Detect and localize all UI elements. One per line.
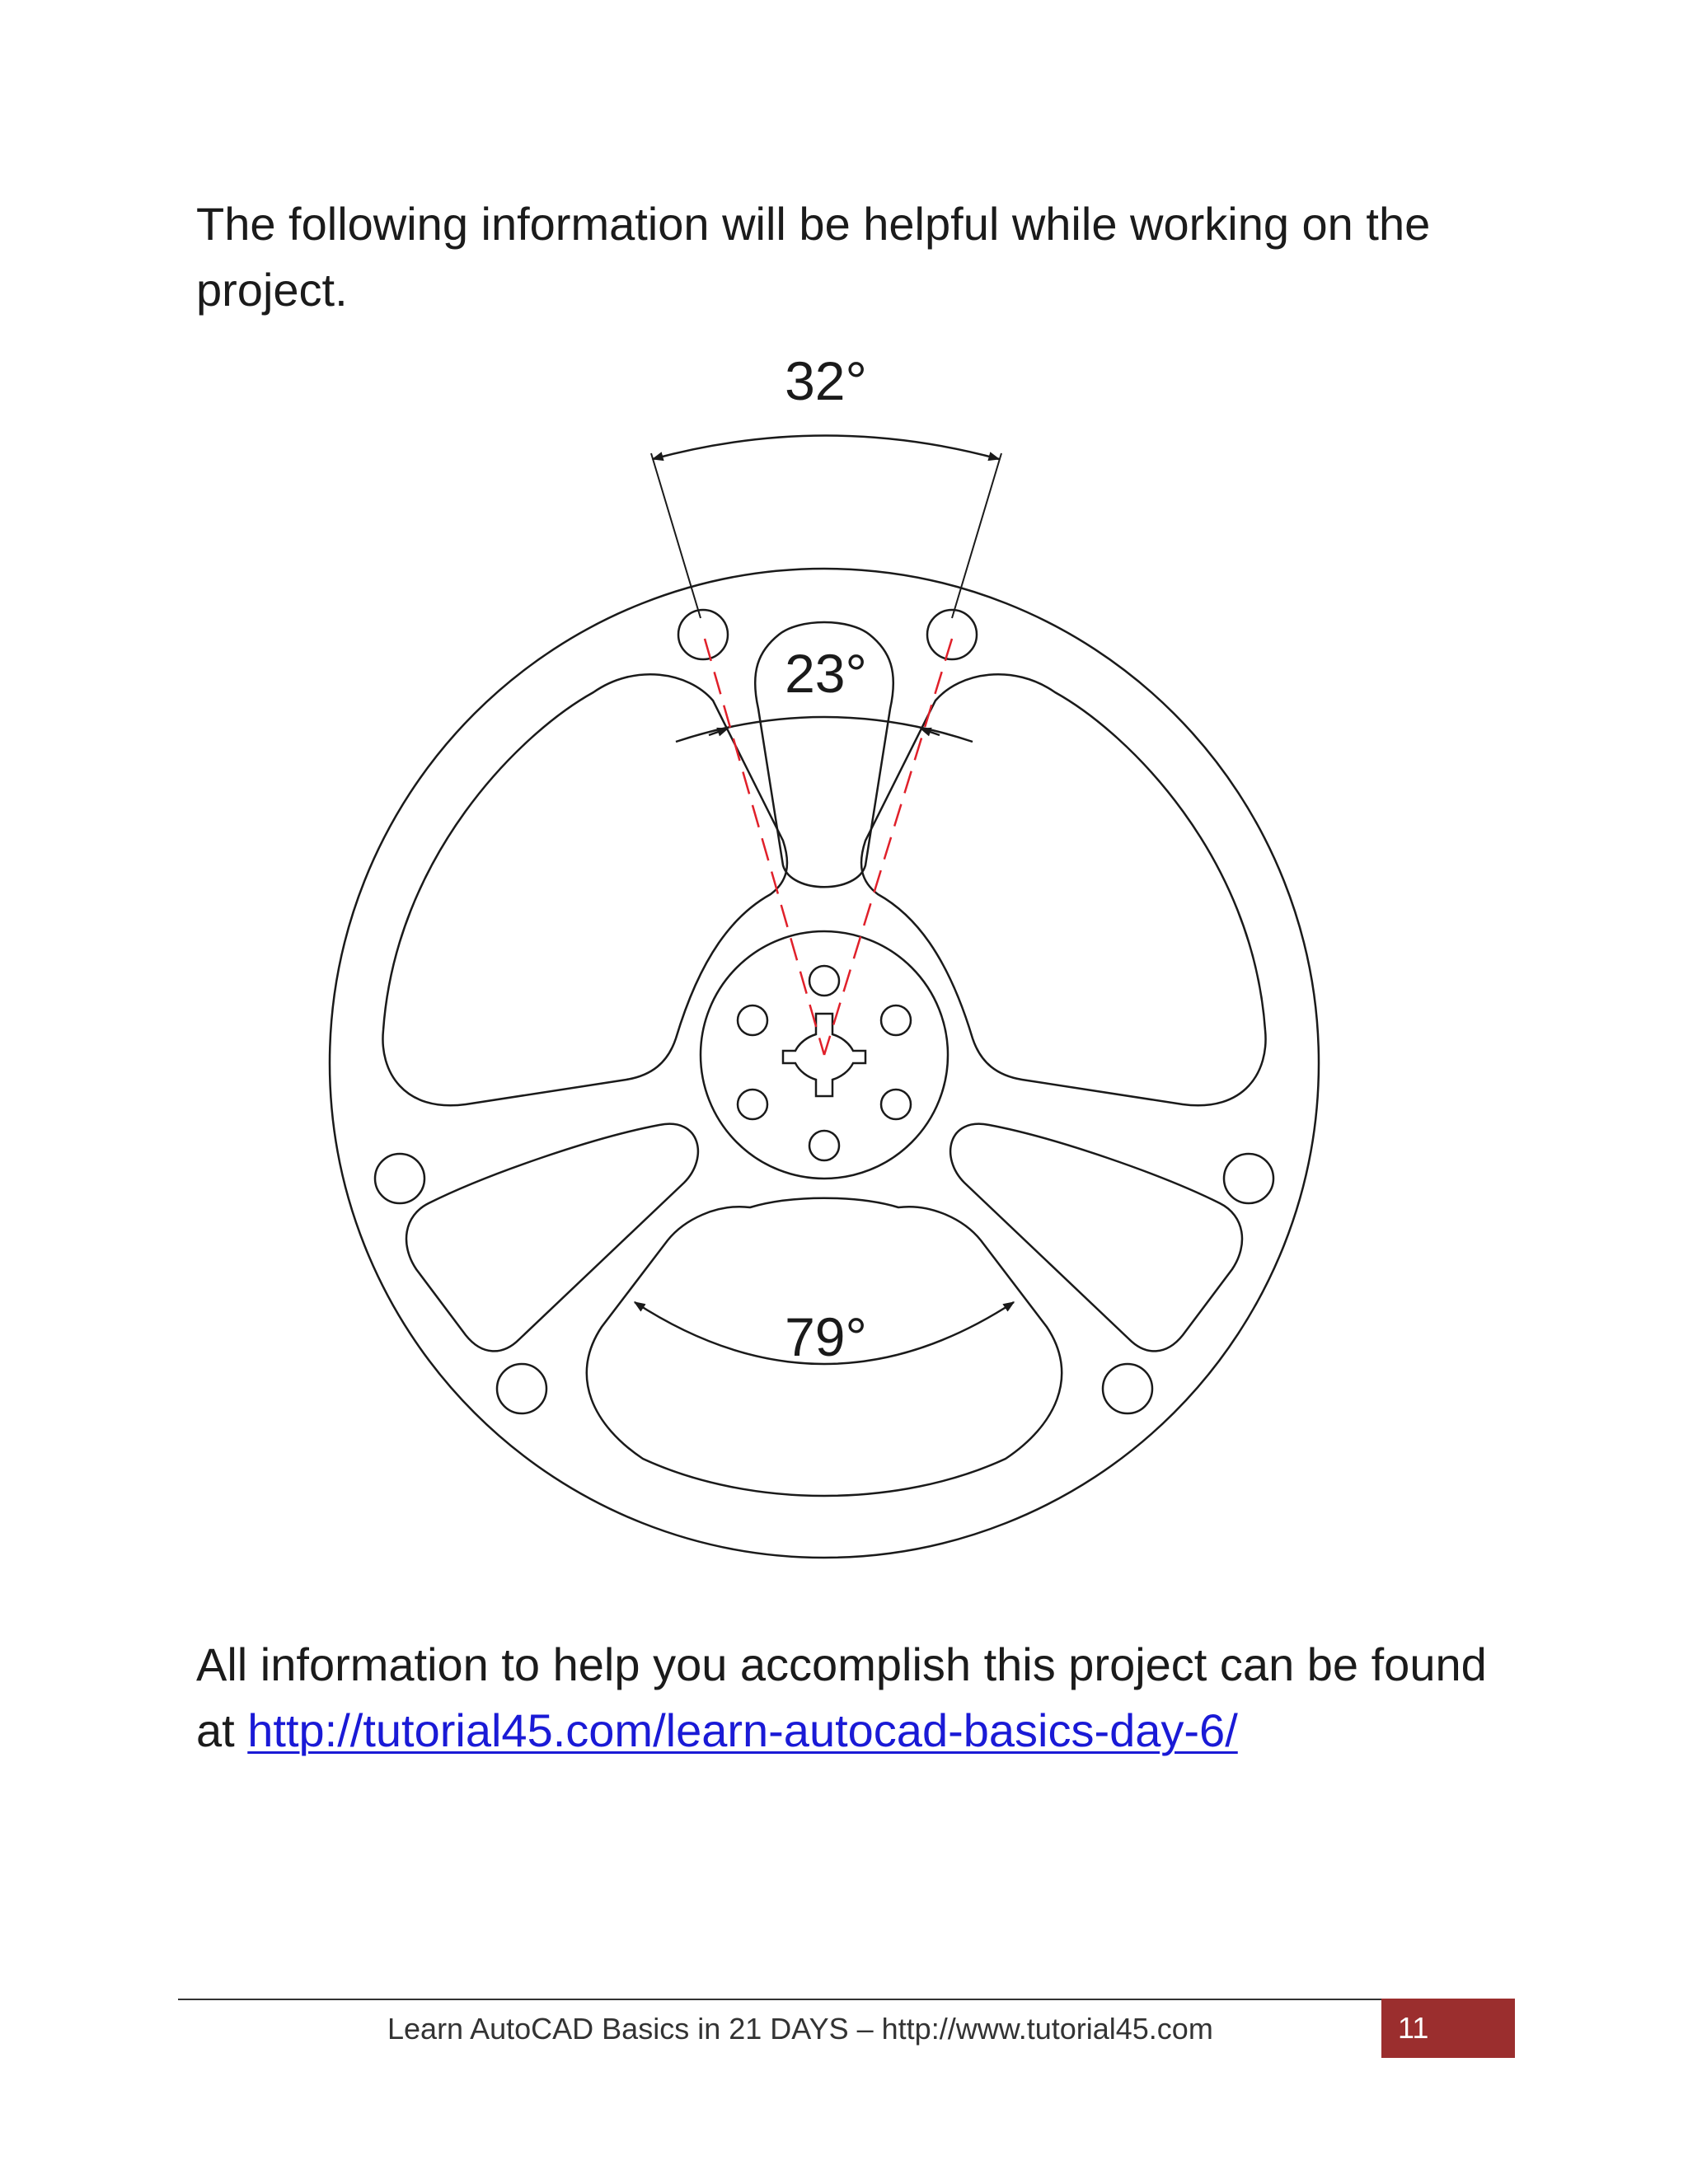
cutout-lower-right bbox=[950, 1124, 1242, 1352]
dim-32-extension-left bbox=[651, 453, 701, 618]
wheel-drawing bbox=[321, 346, 1343, 1566]
hub-hole bbox=[809, 1131, 839, 1160]
rim-hole bbox=[1224, 1154, 1273, 1203]
footer-divider bbox=[178, 1999, 1381, 2000]
footer-text: Learn AutoCAD Basics in 21 DAYS – http://www.tutorial45.com bbox=[387, 2012, 1213, 2046]
dim-23-arc bbox=[676, 717, 973, 742]
page-number-badge bbox=[1381, 1999, 1515, 2058]
intro-text: The following information will be helpful while working on the project. bbox=[196, 198, 1431, 316]
rim-hole bbox=[1103, 1364, 1152, 1413]
closing-text: All information to help you accomplish this project can be found at bbox=[196, 1638, 1487, 1756]
hub-hole bbox=[809, 966, 839, 996]
page-number: 11 bbox=[1398, 2011, 1429, 2045]
angle-label-79: 79° bbox=[785, 1306, 867, 1367]
dim-32-arc bbox=[653, 436, 999, 460]
rim-hole bbox=[497, 1364, 546, 1413]
angle-label-32: 32° bbox=[785, 350, 867, 411]
cutout-upper-left bbox=[382, 674, 787, 1105]
hub-hole bbox=[738, 1090, 767, 1119]
rim-hole bbox=[678, 610, 728, 659]
rim-hole bbox=[375, 1154, 424, 1203]
hub-hole bbox=[881, 1090, 911, 1119]
hub-hole bbox=[738, 1005, 767, 1035]
hub-hole bbox=[881, 1005, 911, 1035]
tutorial-link[interactable]: http://tutorial45.com/learn-autocad-basics-day-6/ bbox=[247, 1704, 1238, 1756]
closing-paragraph bbox=[196, 1632, 1515, 1764]
angle-label-23: 23° bbox=[785, 643, 867, 704]
intro-paragraph bbox=[196, 191, 1515, 323]
cutout-lower-left bbox=[406, 1124, 698, 1352]
